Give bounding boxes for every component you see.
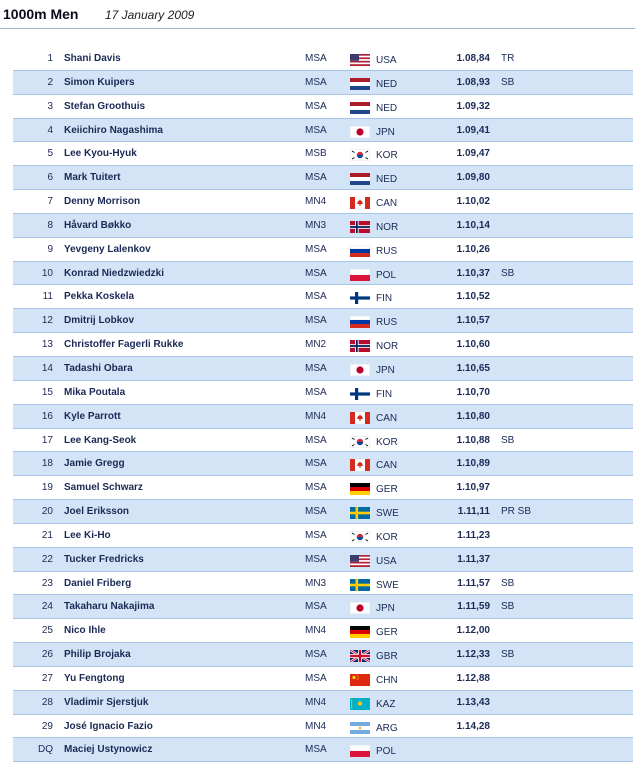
netherlands-flag-icon <box>350 78 370 90</box>
rank: 11 <box>42 291 53 303</box>
category: MSA <box>305 649 327 661</box>
country-code: CAN <box>376 460 398 472</box>
finish-time: 1.10,89 <box>456 458 490 470</box>
category: MSA <box>305 672 327 684</box>
skater-name: Joel Eriksson <box>64 506 130 518</box>
header-divider <box>0 28 635 29</box>
country-code: NOR <box>376 341 399 353</box>
finish-time: 1.11,11 <box>457 506 490 518</box>
skater-name: Yevgeny Lalenkov <box>64 243 151 255</box>
remark: SB <box>501 649 515 661</box>
event-title: 1000m Men <box>3 6 79 22</box>
skater-name: Håvard Bøkko <box>64 219 132 231</box>
country-code: JPN <box>376 364 395 376</box>
page-header <box>3 6 194 28</box>
finish-time: 1.10,14 <box>456 219 490 231</box>
rank: 27 <box>41 672 53 684</box>
finish-time: 1.09,80 <box>456 172 490 184</box>
result-row <box>13 238 633 262</box>
category: MSA <box>305 267 327 279</box>
category: MSA <box>305 744 327 756</box>
china-flag-icon <box>350 674 370 686</box>
finish-time: 1.11,57 <box>457 577 490 589</box>
finish-time: 1.09,47 <box>456 148 490 160</box>
result-row <box>13 333 633 357</box>
country-code: POL <box>376 269 397 281</box>
usa-flag-icon <box>350 54 370 66</box>
rank: 1 <box>47 53 53 64</box>
country-code: NED <box>376 78 398 90</box>
russia-flag-icon <box>350 245 370 257</box>
skater-name: Jamie Gregg <box>64 458 125 470</box>
country-code: NED <box>376 174 398 186</box>
category: MSA <box>305 506 327 518</box>
result-row <box>13 166 633 190</box>
skater-name: Yu Fengtong <box>64 672 125 684</box>
country-code: KOR <box>376 436 398 448</box>
result-row <box>13 738 633 762</box>
category: MSA <box>305 315 327 327</box>
skater-name: Dmitrij Lobkov <box>64 315 135 327</box>
finish-time: 1.13,43 <box>456 696 490 708</box>
result-row <box>13 405 633 429</box>
finish-time: 1.08,93 <box>456 76 490 88</box>
rank: 23 <box>41 577 53 589</box>
finish-time: 1.10,80 <box>456 410 490 422</box>
finish-time: 1.10,52 <box>456 291 490 303</box>
category: MN4 <box>305 720 327 732</box>
finish-time: 1.10,37 <box>456 267 490 279</box>
result-row <box>13 500 633 524</box>
skater-name: Samuel Schwarz <box>64 482 143 494</box>
rank: 25 <box>41 625 53 637</box>
skater-name: Konrad Niedzwiedzki <box>64 267 165 279</box>
rank: 2 <box>47 76 53 88</box>
result-row <box>13 524 633 548</box>
category: MSA <box>305 434 327 446</box>
finish-time: 1.10,26 <box>456 243 490 255</box>
category: MN3 <box>305 219 327 231</box>
rank: 6 <box>47 172 53 184</box>
russia-flag-icon <box>350 316 370 328</box>
category: MSA <box>305 243 327 255</box>
skater-name: Keiichiro Nagashima <box>64 124 163 136</box>
skater-name: Philip Brojaka <box>64 649 131 661</box>
result-row <box>13 595 633 619</box>
rank: 24 <box>41 601 53 613</box>
country-code: GBR <box>376 651 398 663</box>
finish-time: 1.10,02 <box>456 196 490 208</box>
finish-time: 1.12,33 <box>456 649 490 661</box>
skater-name: Stefan Groothuis <box>64 100 146 112</box>
kazakhstan-flag-icon <box>350 698 370 710</box>
category: MN4 <box>305 696 327 708</box>
rank: DQ <box>38 744 53 756</box>
category: MN4 <box>305 410 327 422</box>
rank: 19 <box>41 482 53 494</box>
event-date: 17 January 2009 <box>104 8 195 22</box>
canada-flag-icon <box>350 459 370 471</box>
country-code: GER <box>376 627 398 639</box>
rank: 29 <box>41 720 53 732</box>
result-row <box>13 357 633 381</box>
netherlands-flag-icon <box>350 102 370 114</box>
skater-name: Lee Kang-Seok <box>64 434 137 446</box>
rank: 12 <box>41 315 53 327</box>
skater-name: Kyle Parrott <box>64 410 121 422</box>
germany-flag-icon <box>350 626 370 638</box>
result-row <box>13 190 633 214</box>
skater-name: Lee Kyou-Hyuk <box>64 148 137 160</box>
result-row <box>13 142 633 166</box>
korea-flag-icon <box>350 436 370 448</box>
netherlands-flag-icon <box>350 173 370 185</box>
finish-time: 1.10,88 <box>456 434 490 446</box>
result-row <box>13 119 633 143</box>
skater-name: Simon Kuipers <box>64 76 135 88</box>
result-row <box>13 643 633 667</box>
rank: 13 <box>41 339 53 351</box>
skater-name: Vladimir Sjerstjuk <box>64 696 149 708</box>
finish-time: 1.10,70 <box>456 386 490 398</box>
category: MSA <box>305 386 327 398</box>
category: MSA <box>305 172 327 184</box>
finish-time: 1.12,00 <box>456 625 490 637</box>
category: MSA <box>305 76 327 88</box>
rank: 26 <box>41 649 53 661</box>
category: MN4 <box>305 625 327 637</box>
finish-time: 1.11,59 <box>457 601 490 613</box>
result-row <box>13 95 633 119</box>
country-code: CAN <box>376 198 398 210</box>
country-code: ARG <box>376 722 398 734</box>
rank: 15 <box>41 386 53 398</box>
country-code: SWE <box>376 508 399 520</box>
skater-name: Daniel Friberg <box>64 577 132 589</box>
poland-flag-icon <box>350 269 370 281</box>
result-row <box>13 691 633 715</box>
skater-name: Denny Morrison <box>64 196 141 208</box>
country-code: JPN <box>376 126 395 138</box>
skater-name: Tadashi Obara <box>64 362 133 374</box>
rank: 16 <box>41 410 53 422</box>
usa-flag-icon <box>350 555 370 567</box>
finland-flag-icon <box>350 292 370 304</box>
category: MSB <box>305 148 327 160</box>
country-code: CHN <box>376 674 398 686</box>
japan-flag-icon <box>350 126 370 138</box>
korea-flag-icon <box>350 149 370 161</box>
poland-flag-icon <box>350 745 370 757</box>
skater-name: Mark Tuitert <box>64 172 121 184</box>
country-code: JPN <box>376 603 395 615</box>
result-row <box>13 262 633 286</box>
sweden-flag-icon <box>350 579 370 591</box>
result-row <box>13 476 633 500</box>
country-code: USA <box>376 55 397 66</box>
finish-time: 1.10,57 <box>456 315 490 327</box>
result-row <box>13 667 633 691</box>
category: MSA <box>305 458 327 470</box>
finish-time: 1.08,84 <box>456 53 490 64</box>
canada-flag-icon <box>350 412 370 424</box>
result-row <box>13 47 633 71</box>
category: MSA <box>305 53 327 64</box>
category: MN4 <box>305 196 327 208</box>
uk-flag-icon <box>350 650 370 662</box>
finish-time: 1.11,23 <box>457 529 490 541</box>
skater-name: José Ignacio Fazio <box>64 720 153 732</box>
remark: SB <box>501 76 515 88</box>
finish-time: 1.10,65 <box>456 362 490 374</box>
skater-name: Tucker Fredricks <box>64 553 144 565</box>
result-row <box>13 381 633 405</box>
skater-name: Maciej Ustynowicz <box>64 744 153 756</box>
argentina-flag-icon <box>350 722 370 734</box>
finish-time: 1.11,37 <box>457 553 490 565</box>
finland-flag-icon <box>350 388 370 400</box>
country-code: GER <box>376 484 398 496</box>
result-row <box>13 309 633 333</box>
country-code: SWE <box>376 579 399 591</box>
rank: 4 <box>47 124 53 136</box>
result-row <box>13 285 633 309</box>
result-row <box>13 214 633 238</box>
korea-flag-icon <box>350 531 370 543</box>
category: MSA <box>305 601 327 613</box>
result-row <box>13 715 633 739</box>
skater-name: Christoffer Fagerli Rukke <box>64 339 184 351</box>
germany-flag-icon <box>350 483 370 495</box>
finish-time: 1.09,41 <box>456 124 490 136</box>
remark: SB <box>501 601 515 613</box>
country-code: FIN <box>376 293 393 305</box>
rank: 5 <box>47 148 53 160</box>
remark: TR <box>501 53 515 64</box>
category: MSA <box>305 291 327 303</box>
rank: 20 <box>41 506 53 518</box>
country-code: KOR <box>376 531 398 543</box>
country-code: NED <box>376 102 398 114</box>
skater-name: Pekka Koskela <box>64 291 135 303</box>
remark: SB <box>501 267 515 279</box>
country-code: KAZ <box>376 698 396 710</box>
canada-flag-icon <box>350 197 370 209</box>
remark: SB <box>501 434 515 446</box>
result-row <box>13 429 633 453</box>
skater-name: Lee Ki-Ho <box>64 529 111 541</box>
category: MSA <box>305 553 327 565</box>
rank: 10 <box>41 267 53 279</box>
skater-name: Shani Davis <box>64 53 121 64</box>
rank: 17 <box>41 434 53 446</box>
finish-time: 1.10,97 <box>456 482 490 494</box>
category: MSA <box>305 362 327 374</box>
result-row <box>13 548 633 572</box>
rank: 7 <box>47 196 53 208</box>
country-code: NOR <box>376 221 399 233</box>
country-code: CAN <box>376 412 398 424</box>
category: MSA <box>305 529 327 541</box>
rank: 18 <box>41 458 53 470</box>
remark: PR SB <box>501 506 532 518</box>
results-table <box>13 47 633 762</box>
rank: 21 <box>41 529 53 541</box>
rank: 3 <box>47 100 53 112</box>
category: MN2 <box>305 339 327 351</box>
country-code: KOR <box>376 150 398 162</box>
japan-flag-icon <box>350 602 370 614</box>
result-row <box>13 572 633 596</box>
finish-time: 1.12,88 <box>456 672 490 684</box>
remark: SB <box>501 577 515 589</box>
sweden-flag-icon <box>350 507 370 519</box>
finish-time: 1.10,60 <box>456 339 490 351</box>
result-row <box>13 71 633 95</box>
rank: 8 <box>47 219 53 231</box>
rank: 9 <box>47 243 53 255</box>
result-row <box>13 619 633 643</box>
category: MSA <box>305 100 327 112</box>
country-code: USA <box>376 555 397 567</box>
category: MN3 <box>305 577 327 589</box>
category: MSA <box>305 482 327 494</box>
norway-flag-icon <box>350 221 370 233</box>
skater-name: Takaharu Nakajima <box>64 601 155 613</box>
country-code: RUS <box>376 317 398 329</box>
finish-time: 1.09,32 <box>456 100 490 112</box>
norway-flag-icon <box>350 340 370 352</box>
country-code: RUS <box>376 245 398 257</box>
rank: 14 <box>41 362 53 374</box>
rank: 28 <box>41 696 53 708</box>
result-row <box>13 452 633 476</box>
country-code: POL <box>376 746 397 758</box>
skater-name: Mika Poutala <box>64 386 126 398</box>
country-code: FIN <box>376 388 393 400</box>
category: MSA <box>305 124 327 136</box>
rank: 22 <box>41 553 53 565</box>
japan-flag-icon <box>350 364 370 376</box>
finish-time: 1.14,28 <box>456 720 490 732</box>
skater-name: Nico Ihle <box>64 625 106 637</box>
